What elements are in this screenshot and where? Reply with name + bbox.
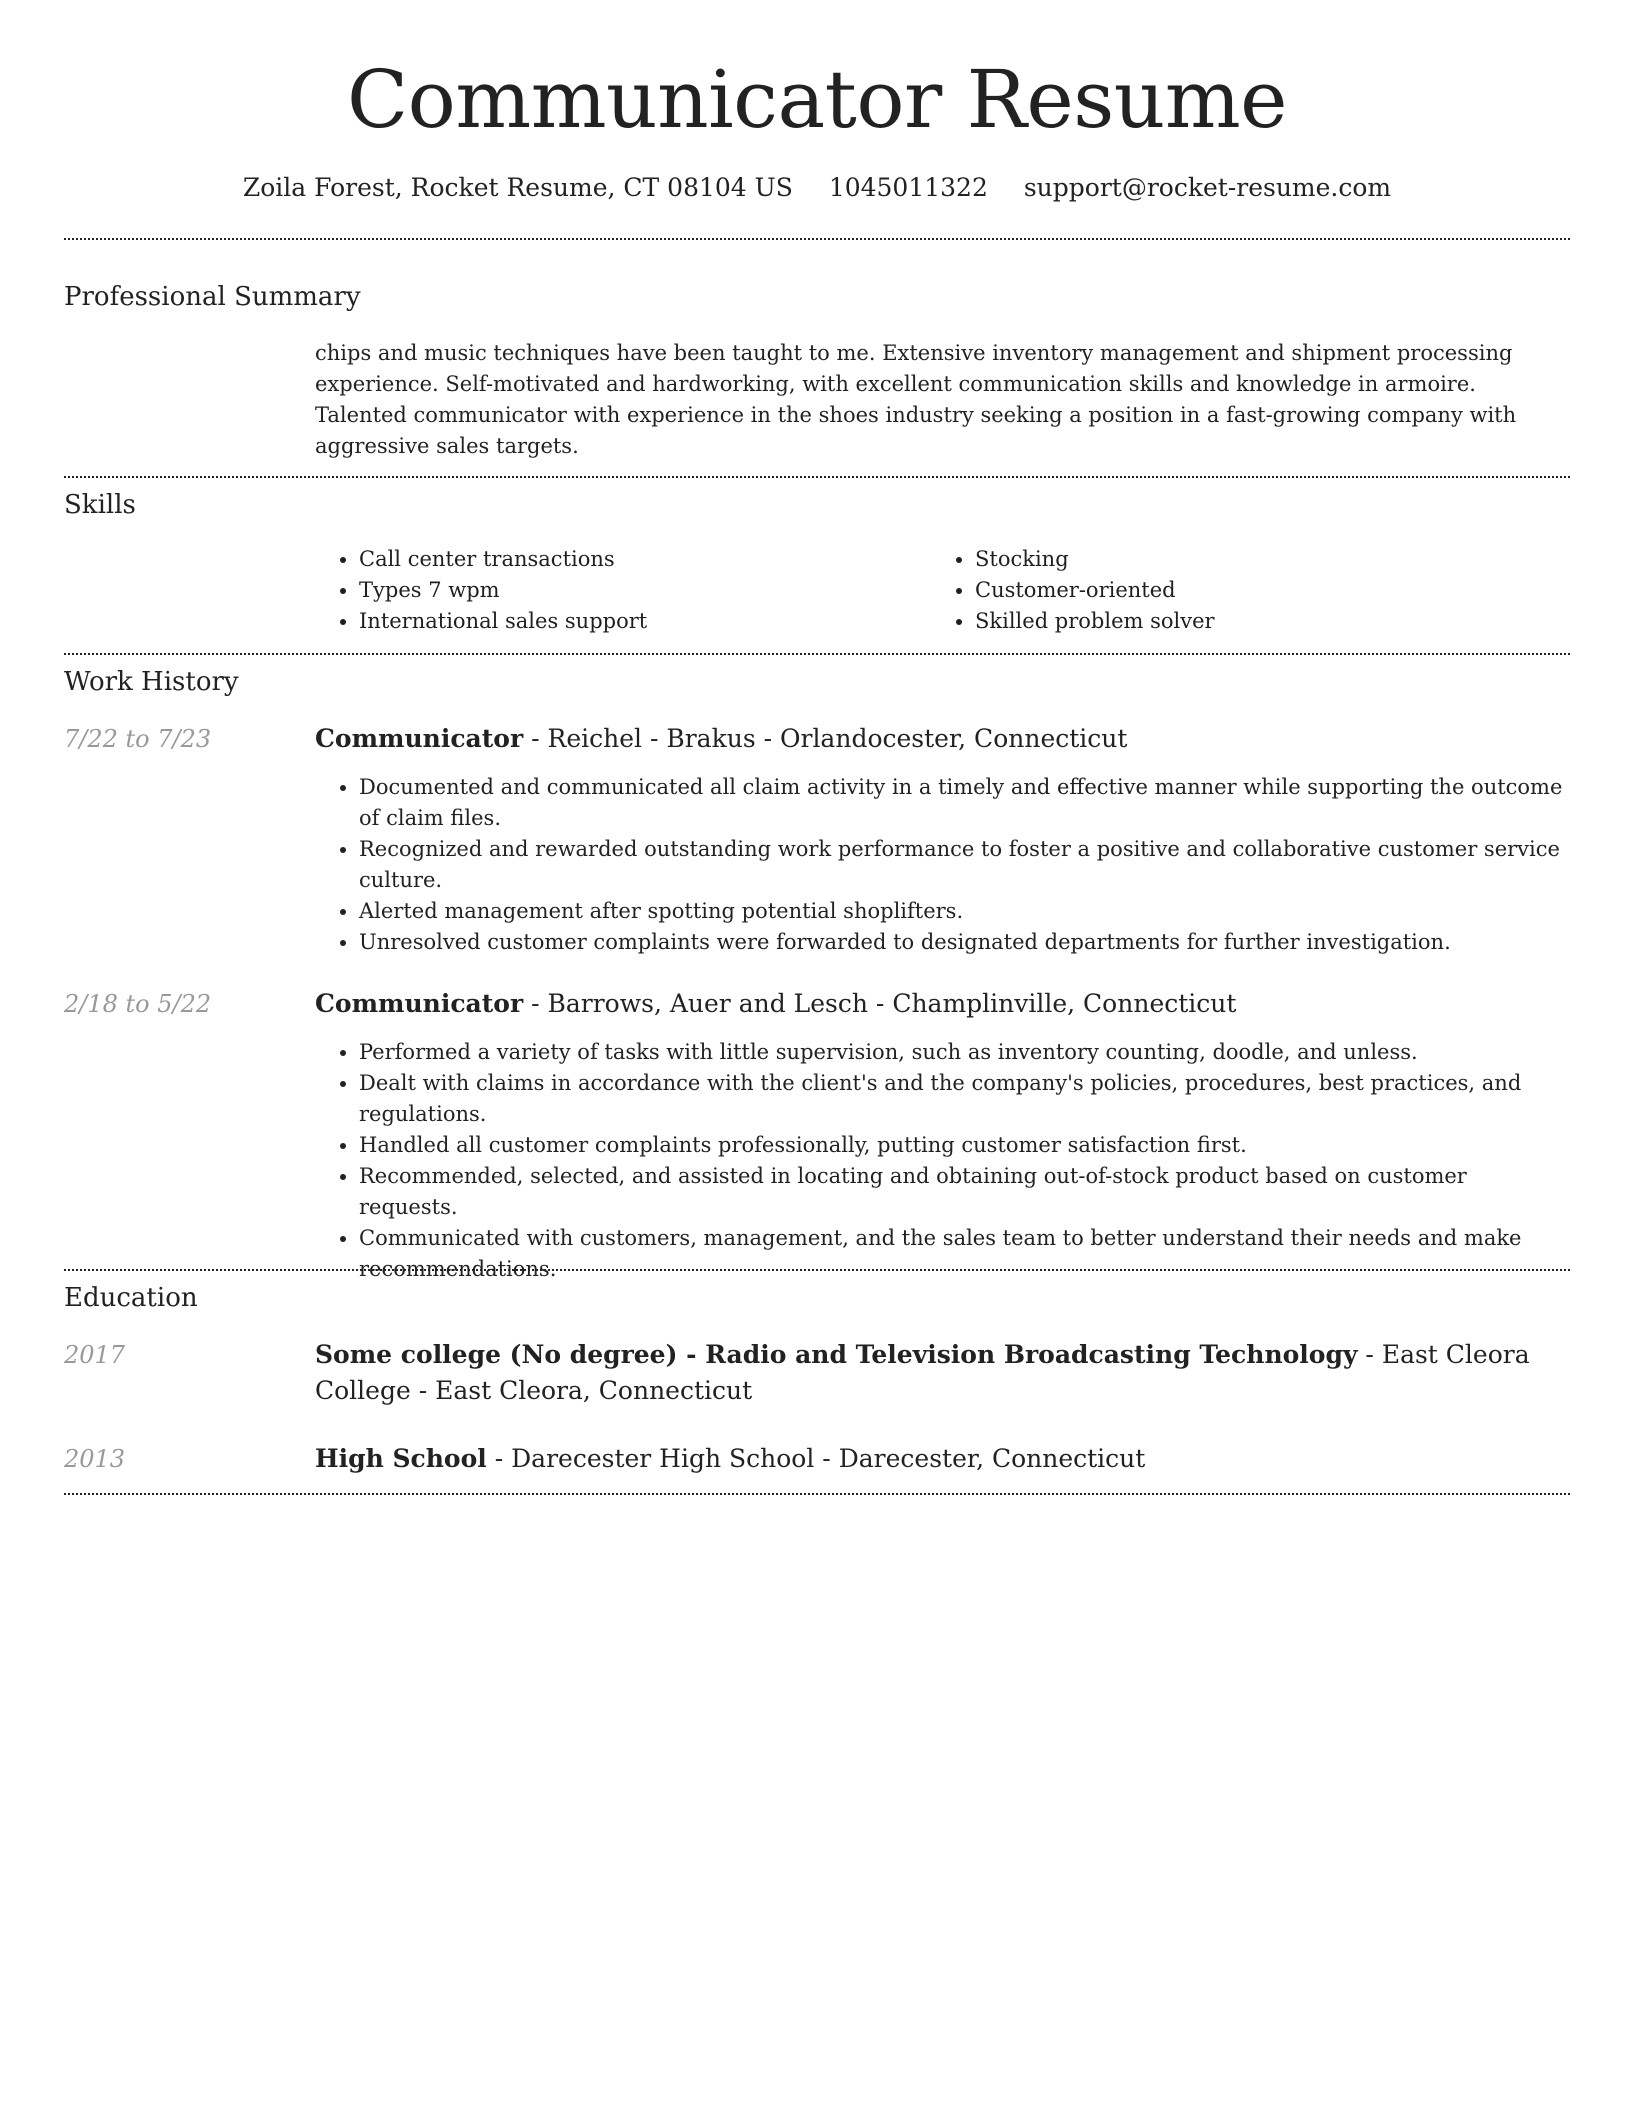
summary-heading: Professional Summary: [64, 282, 361, 312]
job-bullet: • Recommended, selected, and assisted in locating and obtaining out-of-stock product based on customer requests.: [359, 1161, 1570, 1223]
contact-line: [64, 170, 1570, 206]
skill-item: • International sales support: [359, 606, 931, 637]
education-year: 2013: [64, 1445, 126, 1473]
job-bullet: • Communicated with customers, management, and the sales team to better understand their needs and make recommendations.: [359, 1223, 1570, 1285]
skills-column-right: [931, 544, 1547, 637]
job-role: Communicator: [315, 724, 524, 753]
contact-phone: 1045011322: [828, 173, 988, 202]
job-bullet: • Alerted management after spotting potential shoplifters.: [359, 896, 1570, 927]
job-bullet: • Unresolved customer complaints were forwarded to designated departments for further investigation.: [359, 927, 1570, 958]
work-heading: Work History: [64, 667, 239, 697]
skills-heading: Skills: [64, 490, 136, 520]
resume-title: Communicator Resume: [346, 53, 1288, 146]
job-bullet: • Dealt with claims in accordance with the client's and the company's policies, procedures, best practices, and regulations.: [359, 1068, 1570, 1130]
section-divider: [64, 1269, 1570, 1271]
job-title: [315, 721, 1570, 757]
job-employer: - Reichel - Brakus - Orlandocester, Connecticut: [523, 724, 1128, 753]
skills-list: [315, 544, 1570, 637]
contact-address: Zoila Forest, Rocket Resume, CT 08104 US: [242, 173, 793, 202]
section-divider: [64, 653, 1570, 655]
skill-item: • Call center transactions: [359, 544, 931, 575]
skill-item: • Customer-oriented: [975, 575, 1547, 606]
skill-item: • Types 7 wpm: [359, 575, 931, 606]
section-divider: [64, 238, 1570, 240]
job-bullets: [315, 1037, 1570, 1285]
education-year: 2017: [64, 1341, 126, 1369]
education-entry: [315, 1441, 1570, 1477]
section-divider: [64, 1493, 1570, 1495]
job-dates: 7/22 to 7/23: [64, 725, 212, 753]
job-role: Communicator: [315, 989, 524, 1018]
contact-email: support@rocket-resume.com: [1023, 173, 1392, 202]
job-employer: - Barrows, Auer and Lesch - Champlinville, Connecticut: [523, 989, 1237, 1018]
job-bullet: • Recognized and rewarded outstanding work performance to foster a positive and collaborative customer service culture.: [359, 834, 1570, 896]
job-bullet: • Handled all customer complaints professionally, putting customer satisfaction first.: [359, 1130, 1570, 1161]
education-heading: Education: [64, 1283, 198, 1313]
education-school: - East Cleora College - East Cleora, Connecticut: [315, 1340, 1530, 1405]
job-dates: 2/18 to 5/22: [64, 990, 212, 1018]
education-school: - Darecester High School - Darecester, Connecticut: [486, 1444, 1146, 1473]
job-bullets: [315, 772, 1570, 958]
skill-item: • Skilled problem solver: [975, 606, 1547, 637]
job-bullet: • Performed a variety of tasks with little supervision, such as inventory counting, doodle, and unless.: [359, 1037, 1570, 1068]
skills-column-left: [315, 544, 931, 637]
skill-item: • Stocking: [975, 544, 1547, 575]
education-degree: Some college (No degree) - Radio and Television Broadcasting Technology: [315, 1340, 1358, 1369]
education-entry: [315, 1337, 1570, 1409]
education-degree: High School: [315, 1444, 487, 1473]
job-title: [315, 986, 1570, 1022]
summary-text: chips and music techniques have been taught to me. Extensive inventory management and shipment processing experience. Self-motivated and hardworking, with excellent communication skills and knowledge in armoire. Talented communicator with experience in the shoes industry seeking a position in a fast-growing company with aggressive sales targets.: [315, 341, 1517, 458]
section-divider: [64, 476, 1570, 478]
job-bullet: • Documented and communicated all claim activity in a timely and effective manner while supporting the outcome of claim files.: [359, 772, 1570, 834]
